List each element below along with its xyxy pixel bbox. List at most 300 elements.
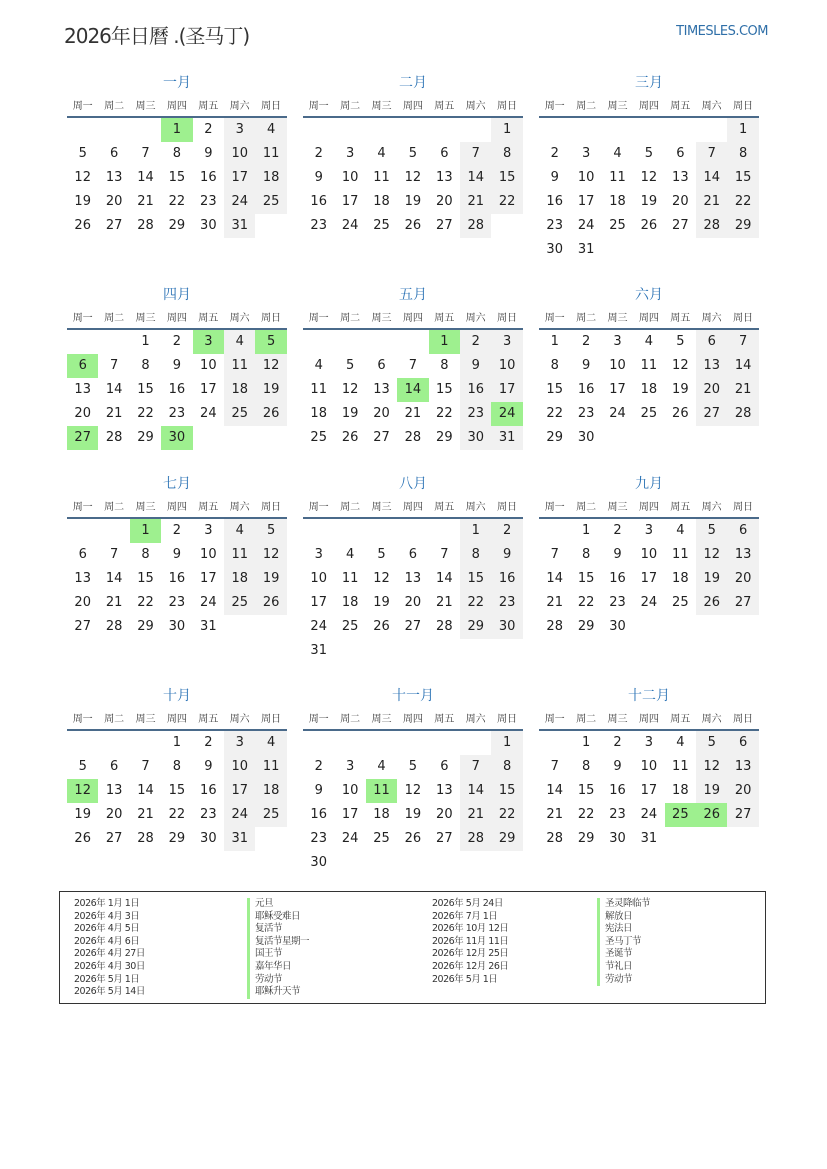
day-cell: 15: [577, 783, 595, 798]
day-cell: 29: [436, 430, 453, 445]
day-cell: 20: [373, 406, 390, 421]
day-cell: 17: [491, 378, 522, 402]
day-cell: 13: [105, 783, 123, 798]
day-cell: 2: [314, 146, 323, 161]
day-cell: 15: [546, 382, 563, 397]
day-cell: 6: [78, 547, 87, 562]
month-name: 八月: [399, 476, 427, 492]
day-cell: 21: [404, 406, 422, 421]
day-cell: 22: [546, 406, 563, 421]
day-cell: 6: [440, 759, 449, 774]
day-cell: 6: [408, 547, 418, 562]
day-cell: 15: [436, 382, 453, 397]
day-cell: 21: [727, 378, 758, 402]
day-cell: 24: [341, 831, 359, 846]
weekday-header: [303, 493, 523, 519]
day-cell: 15: [137, 571, 154, 586]
empty-cell: [334, 519, 365, 543]
weekday-label: 周四: [402, 501, 423, 513]
day-cell: 16: [200, 170, 217, 185]
day-cell: 18: [373, 194, 390, 209]
day-cell: 23: [310, 831, 327, 846]
day-cell: 21: [546, 595, 563, 610]
day-cell: 30: [609, 831, 626, 846]
day-cell: 9: [172, 358, 182, 373]
holiday-day-cell: 25: [665, 803, 696, 827]
legend-date: 2026年 4月 27日: [74, 948, 145, 960]
day-cell: 4: [377, 759, 386, 774]
day-cell: 8: [172, 759, 182, 774]
month-name: 五月: [399, 287, 427, 303]
holiday-legend: [59, 891, 766, 1004]
empty-cell: [633, 118, 664, 142]
month-name: 九月: [635, 476, 663, 492]
day-cell: 18: [310, 406, 327, 421]
day-cell: 1: [581, 523, 591, 538]
day-grid: [67, 330, 287, 450]
day-cell: 5: [408, 146, 418, 161]
day-cell: 17: [341, 194, 359, 209]
day-cell: 28: [546, 831, 563, 846]
day-cell: 26: [672, 406, 689, 421]
weekday-label: 周六: [701, 501, 722, 513]
day-cell: 14: [105, 382, 123, 397]
day-cell: 8: [491, 755, 522, 779]
day-cell: 20: [727, 567, 758, 591]
weekday-label: 周日: [261, 713, 282, 725]
weekday-label: 周一: [308, 713, 329, 725]
day-cell: 17: [224, 779, 255, 803]
day-cell: 12: [640, 170, 658, 185]
day-cell: 31: [200, 619, 217, 634]
day-cell: 3: [491, 330, 522, 354]
weekday-header: [539, 493, 759, 519]
day-cell: 3: [613, 334, 622, 349]
weekday-label: 周二: [340, 100, 361, 112]
day-cell: 23: [609, 595, 626, 610]
empty-cell: [98, 519, 129, 543]
day-cell: 29: [577, 619, 595, 634]
day-cell: 6: [109, 146, 119, 161]
day-cell: 9: [613, 759, 622, 774]
legend-date: 2026年 5月 1日: [74, 973, 140, 985]
day-cell: 23: [460, 402, 491, 426]
day-cell: 25: [373, 831, 390, 846]
day-cell: 16: [310, 194, 327, 209]
weekday-label: 周一: [72, 100, 93, 112]
holiday-day-cell: 30: [161, 426, 192, 450]
day-cell: 3: [314, 547, 323, 562]
day-cell: 20: [105, 807, 123, 822]
day-cell: 30: [200, 831, 217, 846]
empty-cell: [67, 731, 98, 755]
day-cell: 22: [577, 595, 595, 610]
day-cell: 4: [345, 547, 355, 562]
day-cell: 10: [224, 142, 255, 166]
day-cell: 14: [137, 783, 154, 798]
day-cell: 4: [255, 118, 286, 142]
day-grid: [67, 731, 287, 851]
weekday-label: 周日: [261, 312, 282, 324]
weekday-label: 周五: [198, 501, 219, 513]
day-cell: 13: [404, 571, 422, 586]
day-cell: 7: [696, 142, 727, 166]
day-cell: 28: [137, 831, 154, 846]
day-cell: 16: [200, 783, 217, 798]
day-grid: [303, 731, 523, 875]
day-cell: 18: [341, 595, 359, 610]
weekday-header: [67, 92, 287, 118]
legend-date: 2026年 4月 30日: [74, 960, 145, 972]
day-cell: 27: [727, 803, 758, 827]
day-cell: 2: [613, 735, 622, 750]
day-cell: 29: [168, 218, 186, 233]
empty-cell: [67, 519, 98, 543]
day-cell: 27: [74, 619, 91, 634]
weekday-label: 周一: [72, 713, 93, 725]
day-cell: 7: [550, 547, 559, 562]
day-cell: 2: [204, 735, 213, 750]
day-cell: 28: [105, 619, 123, 634]
weekday-label: 周三: [135, 100, 156, 112]
day-cell: 21: [137, 807, 154, 822]
day-cell: 22: [460, 591, 491, 615]
empty-cell: [570, 118, 601, 142]
empty-cell: [429, 731, 460, 755]
day-cell: 19: [373, 595, 390, 610]
day-cell: 1: [141, 334, 150, 349]
day-cell: 12: [404, 783, 422, 798]
weekday-label: 周三: [135, 312, 156, 324]
weekday-label: 周三: [607, 713, 628, 725]
holiday-day-cell: 11: [366, 779, 397, 803]
weekday-label: 周五: [434, 713, 455, 725]
weekday-label: 周四: [402, 100, 423, 112]
day-cell: 12: [404, 170, 422, 185]
day-cell: 8: [727, 142, 758, 166]
day-cell: 8: [141, 358, 150, 373]
day-cell: 26: [255, 402, 286, 426]
day-cell: 20: [404, 595, 422, 610]
empty-cell: [539, 731, 570, 755]
day-cell: 16: [460, 378, 491, 402]
day-cell: 8: [141, 547, 150, 562]
day-cell: 15: [491, 166, 522, 190]
day-cell: 25: [341, 619, 359, 634]
day-cell: 10: [609, 358, 626, 373]
day-cell: 7: [460, 755, 491, 779]
day-cell: 26: [255, 591, 286, 615]
day-cell: 20: [436, 807, 453, 822]
day-cell: 26: [640, 218, 658, 233]
weekday-label: 周五: [198, 713, 219, 725]
day-cell: 3: [581, 146, 591, 161]
day-cell: 15: [577, 571, 595, 586]
legend-date: 2026年 1月 1日: [74, 898, 140, 909]
day-cell: 23: [577, 406, 595, 421]
empty-cell: [303, 330, 334, 354]
day-cell: 20: [696, 378, 727, 402]
day-cell: 5: [644, 146, 654, 161]
day-cell: 23: [200, 807, 217, 822]
day-cell: 10: [491, 354, 522, 378]
month-name: 二月: [399, 75, 427, 91]
day-cell: 13: [436, 170, 453, 185]
empty-cell: [334, 330, 365, 354]
day-cell: 24: [200, 406, 217, 421]
day-cell: 8: [581, 759, 591, 774]
day-cell: 10: [200, 547, 217, 562]
day-cell: 3: [644, 735, 654, 750]
weekday-label: 周五: [198, 100, 219, 112]
weekday-label: 周三: [607, 501, 628, 513]
day-cell: 14: [436, 571, 453, 586]
day-cell: 27: [105, 831, 123, 846]
empty-cell: [397, 731, 428, 755]
day-cell: 10: [341, 170, 359, 185]
day-cell: 5: [78, 759, 87, 774]
day-cell: 2: [550, 146, 559, 161]
day-cell: 12: [373, 571, 390, 586]
day-cell: 9: [204, 759, 213, 774]
empty-cell: [539, 519, 570, 543]
day-cell: 7: [109, 547, 119, 562]
day-cell: 4: [224, 519, 255, 543]
day-cell: 29: [727, 214, 758, 238]
day-cell: 24: [640, 595, 658, 610]
holiday-day-cell: 27: [67, 426, 98, 450]
legend-date: 2026年 5月 14日: [74, 986, 145, 998]
weekday-label: 周日: [733, 312, 754, 324]
site-link[interactable]: TIMESLES.COM: [676, 24, 768, 39]
day-cell: 29: [137, 430, 154, 445]
day-cell: 19: [255, 567, 286, 591]
weekday-label: 周五: [434, 100, 455, 112]
day-cell: 4: [224, 330, 255, 354]
empty-cell: [366, 118, 397, 142]
weekday-label: 周三: [135, 501, 156, 513]
day-cell: 7: [440, 547, 449, 562]
day-cell: 2: [581, 334, 591, 349]
day-cell: 27: [672, 218, 689, 233]
day-cell: 9: [172, 547, 182, 562]
day-cell: 3: [224, 118, 255, 142]
day-cell: 16: [546, 194, 563, 209]
empty-cell: [460, 118, 491, 142]
day-cell: 28: [460, 214, 491, 238]
day-cell: 12: [341, 382, 359, 397]
day-cell: 21: [436, 595, 453, 610]
weekday-label: 周二: [576, 713, 597, 725]
day-grid: [303, 118, 523, 238]
day-cell: 31: [224, 214, 255, 238]
day-cell: 25: [255, 803, 286, 827]
day-cell: 24: [310, 619, 327, 634]
day-cell: 9: [460, 354, 491, 378]
month-block: [67, 687, 287, 851]
weekday-label: 周日: [497, 501, 518, 513]
legend-date: 2026年 7月 1日: [432, 910, 498, 922]
day-cell: 14: [696, 166, 727, 190]
day-grid: [539, 519, 759, 639]
day-cell: 11: [255, 142, 286, 166]
day-cell: 8: [491, 142, 522, 166]
legend-holiday-name: 圣灵降临节: [597, 898, 650, 911]
day-cell: 25: [255, 190, 286, 214]
day-cell: 11: [640, 358, 658, 373]
empty-cell: [539, 118, 570, 142]
weekday-header: [539, 304, 759, 330]
day-cell: 24: [609, 406, 626, 421]
empty-cell: [366, 330, 397, 354]
day-cell: 4: [676, 735, 685, 750]
day-cell: 3: [644, 523, 654, 538]
day-cell: 30: [609, 619, 626, 634]
weekday-label: 周四: [638, 713, 659, 725]
month-name: 十一月: [392, 688, 434, 704]
day-cell: 13: [74, 571, 91, 586]
weekday-label: 周四: [166, 100, 187, 112]
day-cell: 25: [609, 218, 626, 233]
legend-holiday-name: 元旦: [247, 898, 309, 911]
day-cell: 24: [577, 218, 595, 233]
day-cell: 2: [460, 330, 491, 354]
day-cell: 18: [672, 571, 689, 586]
day-grid: [303, 330, 523, 450]
day-cell: 11: [672, 759, 689, 774]
day-cell: 4: [613, 146, 622, 161]
month-block: [303, 286, 523, 450]
day-cell: 23: [168, 406, 186, 421]
weekday-label: 周六: [701, 100, 722, 112]
weekday-label: 周一: [544, 501, 565, 513]
month-block: [303, 475, 523, 663]
day-cell: 1: [550, 334, 559, 349]
month-name: 七月: [163, 476, 191, 492]
weekday-header: [67, 304, 287, 330]
empty-cell: [460, 731, 491, 755]
weekday-label: 周四: [638, 100, 659, 112]
empty-cell: [366, 731, 397, 755]
month-name: 十二月: [628, 688, 670, 704]
day-cell: 28: [727, 402, 758, 426]
day-cell: 3: [345, 146, 355, 161]
day-cell: 7: [408, 358, 418, 373]
weekday-label: 周五: [670, 100, 691, 112]
day-cell: 8: [460, 543, 491, 567]
day-cell: 22: [137, 406, 154, 421]
day-cell: 3: [345, 759, 355, 774]
day-cell: 6: [727, 519, 758, 543]
day-cell: 9: [314, 170, 323, 185]
empty-cell: [397, 330, 428, 354]
day-cell: 8: [581, 547, 591, 562]
legend-date: 2026年 5月 24日: [432, 898, 503, 909]
day-cell: 31: [640, 831, 658, 846]
empty-cell: [334, 118, 365, 142]
weekday-label: 周四: [402, 312, 423, 324]
day-cell: 24: [341, 218, 359, 233]
day-cell: 4: [377, 146, 386, 161]
day-cell: 1: [727, 118, 758, 142]
day-cell: 17: [577, 194, 595, 209]
legend-holiday-name: 耶稣升天节: [247, 986, 309, 999]
day-cell: 18: [224, 567, 255, 591]
day-cell: 19: [74, 194, 91, 209]
empty-cell: [602, 118, 633, 142]
day-cell: 16: [491, 567, 522, 591]
day-grid: [67, 118, 287, 238]
day-cell: 9: [314, 783, 323, 798]
day-cell: 12: [255, 543, 286, 567]
day-cell: 7: [141, 759, 150, 774]
weekday-label: 周日: [261, 501, 282, 513]
day-cell: 20: [105, 194, 123, 209]
month-block: [67, 475, 287, 639]
day-cell: 12: [74, 170, 91, 185]
day-grid: [539, 118, 759, 262]
day-cell: 9: [204, 146, 213, 161]
day-cell: 18: [255, 166, 286, 190]
day-cell: 2: [204, 122, 213, 137]
day-cell: 5: [408, 759, 418, 774]
day-cell: 19: [255, 378, 286, 402]
day-cell: 17: [200, 571, 217, 586]
day-cell: 30: [491, 615, 522, 639]
day-cell: 20: [436, 194, 453, 209]
day-cell: 11: [373, 170, 390, 185]
day-cell: 21: [105, 406, 123, 421]
day-cell: 17: [609, 382, 626, 397]
day-cell: 8: [550, 358, 559, 373]
day-cell: 9: [491, 543, 522, 567]
day-cell: 31: [224, 827, 255, 851]
day-cell: 13: [436, 783, 453, 798]
weekday-label: 周一: [544, 312, 565, 324]
day-cell: 31: [491, 426, 522, 450]
day-cell: 10: [224, 755, 255, 779]
day-cell: 23: [491, 591, 522, 615]
day-cell: 5: [255, 519, 286, 543]
day-cell: 6: [676, 146, 685, 161]
weekday-label: 周一: [72, 501, 93, 513]
day-cell: 17: [310, 595, 327, 610]
empty-cell: [67, 118, 98, 142]
day-cell: 14: [137, 170, 154, 185]
weekday-label: 周日: [733, 100, 754, 112]
legend-date: 2026年 4月 3日: [74, 910, 140, 922]
day-cell: 9: [581, 358, 591, 373]
month-block: [303, 74, 523, 238]
day-cell: 14: [460, 166, 491, 190]
day-cell: 11: [224, 354, 255, 378]
day-cell: 19: [404, 194, 422, 209]
legend-date: 2026年 4月 5日: [74, 923, 140, 935]
weekday-label: 周日: [733, 501, 754, 513]
day-cell: 10: [640, 759, 658, 774]
day-cell: 28: [460, 827, 491, 851]
day-cell: 16: [310, 807, 327, 822]
holiday-day-cell: 26: [696, 803, 727, 827]
day-grid: [539, 731, 759, 851]
month-block: [539, 687, 759, 851]
empty-cell: [98, 731, 129, 755]
day-cell: 12: [672, 358, 689, 373]
empty-cell: [130, 731, 161, 755]
day-cell: 28: [546, 619, 563, 634]
day-cell: 4: [676, 523, 685, 538]
empty-cell: [429, 519, 460, 543]
